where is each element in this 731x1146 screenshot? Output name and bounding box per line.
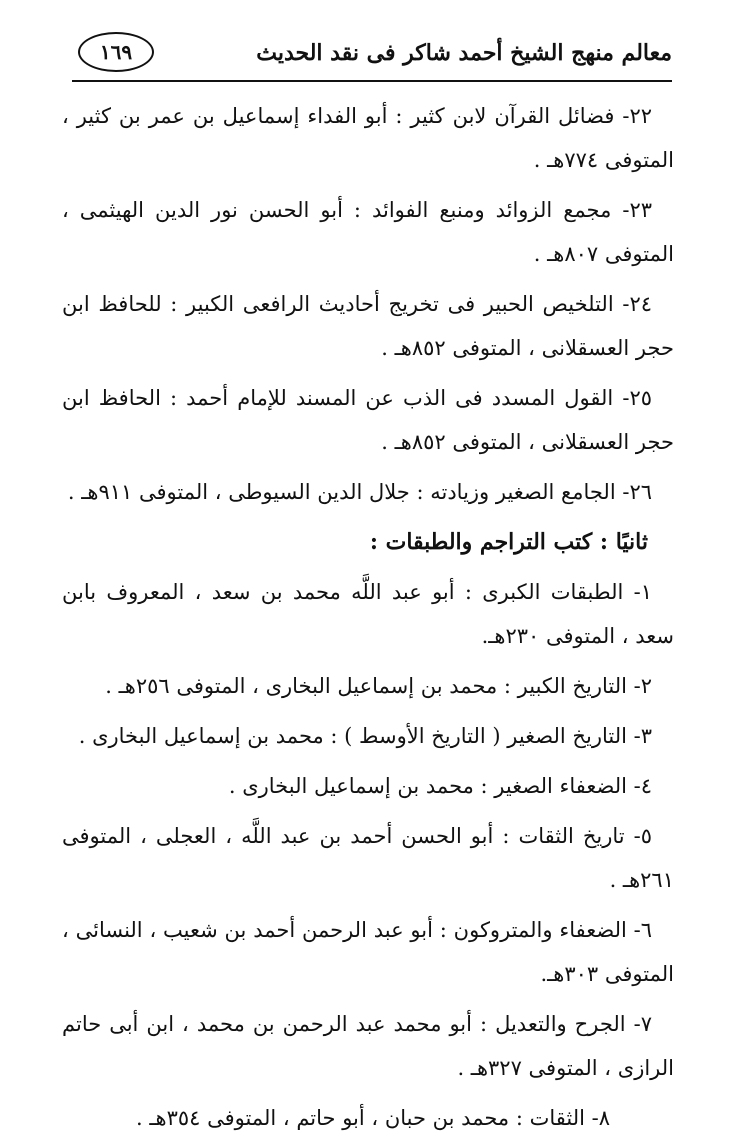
page-header (72, 30, 672, 78)
entry-3: ٣- التاريخ الصغير ( التاريخ الأوسط ) : محمد بن إسماعيل البخارى . (78, 724, 652, 748)
entry-7: ٧- الجرح والتعديل : أبو محمد عبد الرحمن بن محمد ، ابن أبى حاتم الرازى ، المتوفى ٣٢٧هـ . (62, 1012, 674, 1080)
page-body (62, 94, 674, 1146)
entry-8: ٨- الثقات : محمد بن حبان ، أبو حاتم ، المتوفى ٣٥٤هـ . (136, 1106, 610, 1130)
entry-25: ٢٥- القول المسدد فى الذب عن المسند للإمام أحمد : الحافظ ابن حجر العسقلانى ، المتوفى ٨٥٢هـ . (62, 386, 674, 454)
entry-23: ٢٣- مجمع الزوائد ومنبع الفوائد : أبو الحسن نور الدين الهيثمى ، المتوفى ٨٠٧هـ . (62, 198, 674, 266)
entry-1: ١- الطبقات الكبرى : أبو عبد اللَّه محمد بن سعد ، المعروف بابن سعد ، المتوفى ٢٣٠هـ. (62, 580, 674, 648)
entry-24: ٢٤- التلخيص الحبير فى تخريج أحاديث الرافعى الكبير : للحافظ ابن حجر العسقلانى ، المتوفى ٨٥٢هـ . (62, 292, 674, 360)
header-rule (72, 80, 672, 82)
entry-2: ٢- التاريخ الكبير : محمد بن إسماعيل البخارى ، المتوفى ٢٥٦هـ . (105, 674, 652, 698)
entry-22: ٢٢- فضائل القرآن لابن كثير : أبو الفداء إسماعيل بن عمر بن كثير ، المتوفى ٧٧٤هـ . (62, 104, 674, 172)
page-number-oval: ١٦٩ (78, 32, 154, 72)
section-heading: ثانيًا : كتب التراجم والطبقات : (369, 529, 648, 555)
entry-4: ٤- الضعفاء الصغير : محمد بن إسماعيل البخارى . (228, 774, 652, 798)
entry-5: ٥- تاريخ الثقات : أبو الحسن أحمد بن عبد اللَّه ، العجلى ، المتوفى ٢٦١هـ . (62, 824, 674, 892)
entry-6: ٦- الضعفاء والمتروكون : أبو عبد الرحمن أحمد بن شعيب ، النسائى ، المتوفى ٣٠٣هـ. (62, 918, 674, 986)
running-title: معالم منهج الشيخ أحمد شاكر فى نقد الحديث (256, 40, 672, 66)
entry-26: ٢٦- الجامع الصغير وزيادته : جلال الدين السيوطى ، المتوفى ٩١١هـ . (67, 480, 652, 504)
